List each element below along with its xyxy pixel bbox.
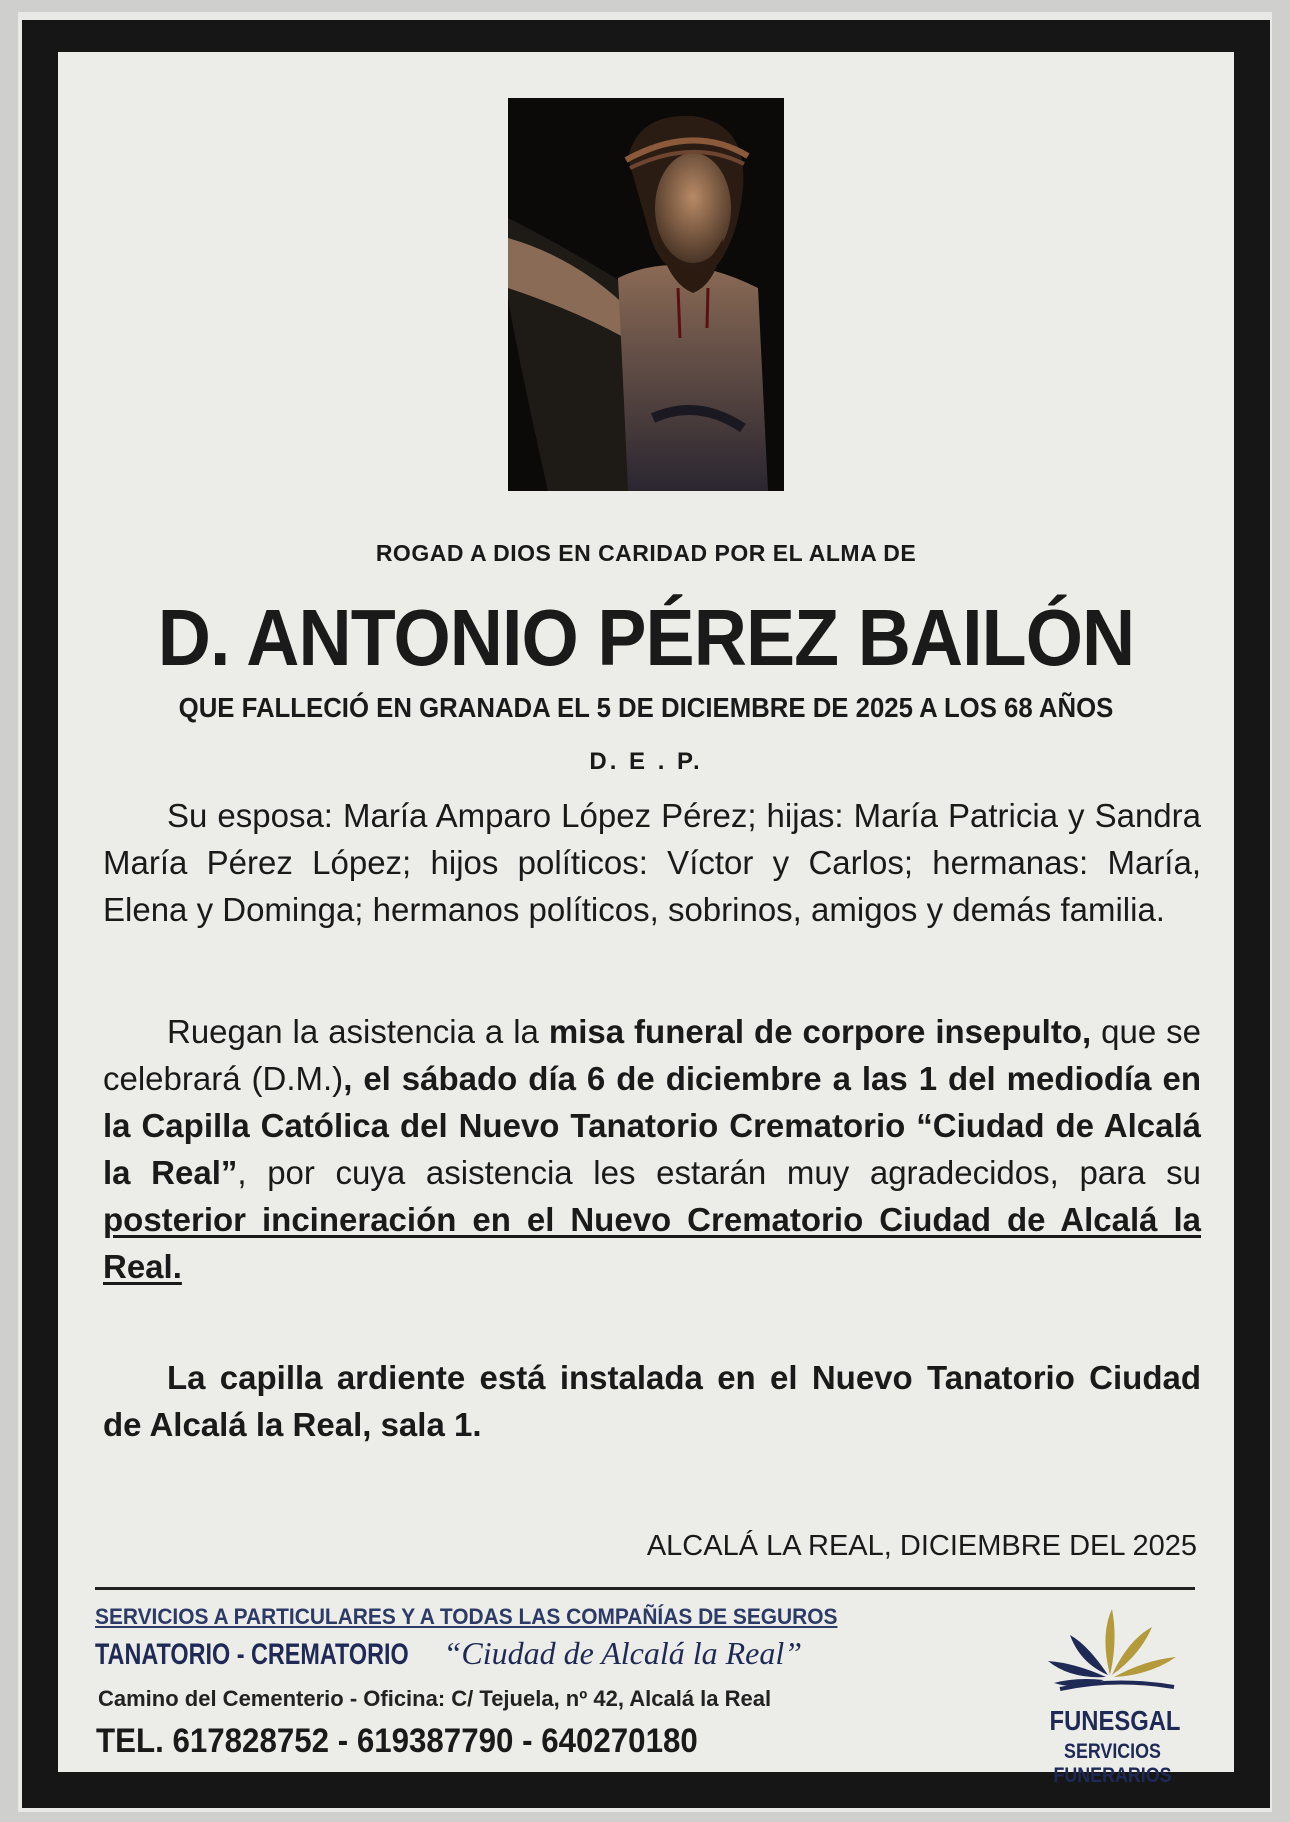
place-date: ALCALÁ LA REAL, DICIEMBRE DEL 2025	[646, 1530, 1197, 1562]
funesgal-logo-icon	[1040, 1605, 1180, 1695]
crucifix-illustration	[508, 98, 784, 491]
funesgal-logo-graphic	[1040, 1605, 1180, 1695]
brand-subtitle: SERVICIOS FUNERARIOS	[1053, 1740, 1172, 1787]
funeral-mass: misa funeral de corpore insepulto,	[548, 1013, 1092, 1050]
funeral-cremation: posterior incineración en el Nuevo Crematorio Ciudad de Alcalá la Real.	[103, 1201, 1201, 1285]
rest-in-peace: D. E . P.	[589, 748, 703, 775]
funeral-paragraph	[103, 1008, 1201, 1290]
funeral-when: , el sábado día 6 de diciembre a las 1 del mediodía en la Capilla Católica del Nuevo Tanatorio Crematorio “Ciudad de Alcalá la Real”	[103, 1060, 1202, 1191]
funeral-intro: Ruegan la asistencia a la	[167, 1013, 549, 1050]
funeral-celebration: que se celebrará (D.M.)	[103, 1013, 1202, 1097]
services-line: SERVICIOS A PARTICULARES Y A TODAS LAS COMPAÑÍAS DE SEGUROS	[95, 1604, 838, 1629]
death-details: QUE FALLECIÓ EN GRANADA EL 5 DE DICIEMBRE DE 2025 A LOS 68 AÑOS	[178, 692, 1114, 723]
tanatorio-name: “Ciudad de Alcalá la Real”	[443, 1635, 803, 1671]
footer-divider	[95, 1587, 1195, 1590]
crucifix-image	[508, 98, 784, 491]
brand-name: FUNESGAL	[1049, 1705, 1181, 1736]
telephone-line: TEL. 617828752 - 619387790 - 640270180	[96, 1722, 698, 1760]
tanatorio-line	[95, 1635, 802, 1672]
deceased-name: D. ANTONIO PÉREZ BAILÓN	[157, 593, 1135, 682]
address-line: Camino del Cementerio - Oficina: C/ Tejuela, nº 42, Alcalá la Real	[98, 1686, 772, 1711]
prayer-line: ROGAD A DIOS EN CARIDAD POR EL ALMA DE	[375, 540, 917, 566]
chapel-paragraph: La capilla ardiente está instalada en el Nuevo Tanatorio Ciudad de Alcalá la Real, sala 1.	[103, 1359, 1201, 1443]
funeral-thanks: , por cuya asistencia les estarán muy agradecidos, para su	[237, 1154, 1201, 1191]
family-paragraph: Su esposa: María Amparo López Pérez; hijas: María Patricia y Sandra María Pérez López; hijos políticos: Víctor y Carlos; hermanas: María, Elena y Dominga; hermanos políticos, sobrinos, amigos y demás familia.	[103, 797, 1201, 928]
tanatorio-label: TANATORIO - CREMATORIO	[95, 1638, 409, 1671]
